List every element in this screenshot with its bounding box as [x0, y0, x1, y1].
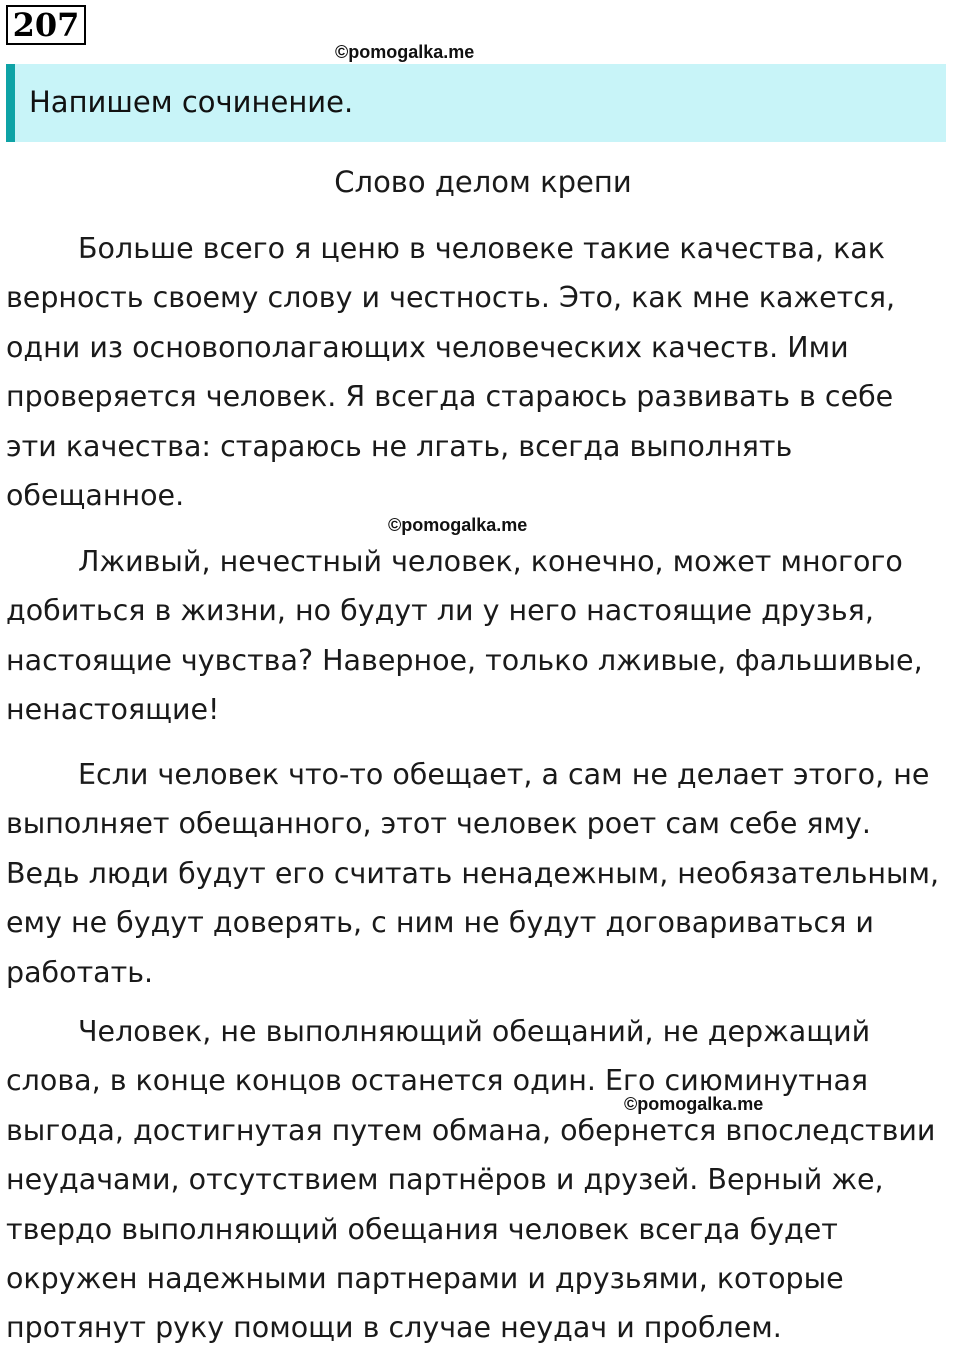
task-number-box: 207 [6, 5, 86, 45]
essay-title: Слово делом крепи [334, 165, 632, 199]
watermark: ©pomogalka.me [388, 515, 528, 535]
essay-paragraph-1: Больше всего я ценю в человеке такие качества, как верность своему слову и честность. Это, как мне кажется, одни из основополагающих человеческих качеств. Ими проверяется человек. Я всегда стараюсь развивать в себе эти качества: стараюсь не лгать, всегда выполнять обещанное. [6, 232, 896, 513]
instruction-text: Напишем сочинение. [29, 85, 354, 119]
essay-paragraph-3: Если человек что-то обещает, а сам не делает этого, не выполняет обещанного, этот человек роет сам себе яму. Ведь люди будут его считать ненадежным, необязательным, ему не будут доверять, с ним не будут договариваться и работать. [6, 758, 940, 989]
essay-paragraph-2: Лживый, нечестный человек, конечно, может многого добиться в жизни, но будут ли у него настоящие друзья, настоящие чувства? Наверное, только лживые, фальшивые, ненастоящие! [6, 545, 923, 727]
instruction-banner [6, 64, 946, 142]
essay-paragraph-4: Человек, не выполняющий обещаний, не держащий слова, в конце концов останется один. Его сиюминутная выгода, достигнутая путем обмана, обернется впоследствии неудачами, отсутствием партнёров и друзей. Верный же, твердо выполняющий обещания человек всегда будет окружен надежными партнерами и друзьями, которые протянут руку помощи в случае неудач и проблем. [6, 1015, 936, 1345]
watermark: ©pomogalka.me [624, 1094, 764, 1114]
watermark: ©pomogalka.me [335, 42, 475, 62]
